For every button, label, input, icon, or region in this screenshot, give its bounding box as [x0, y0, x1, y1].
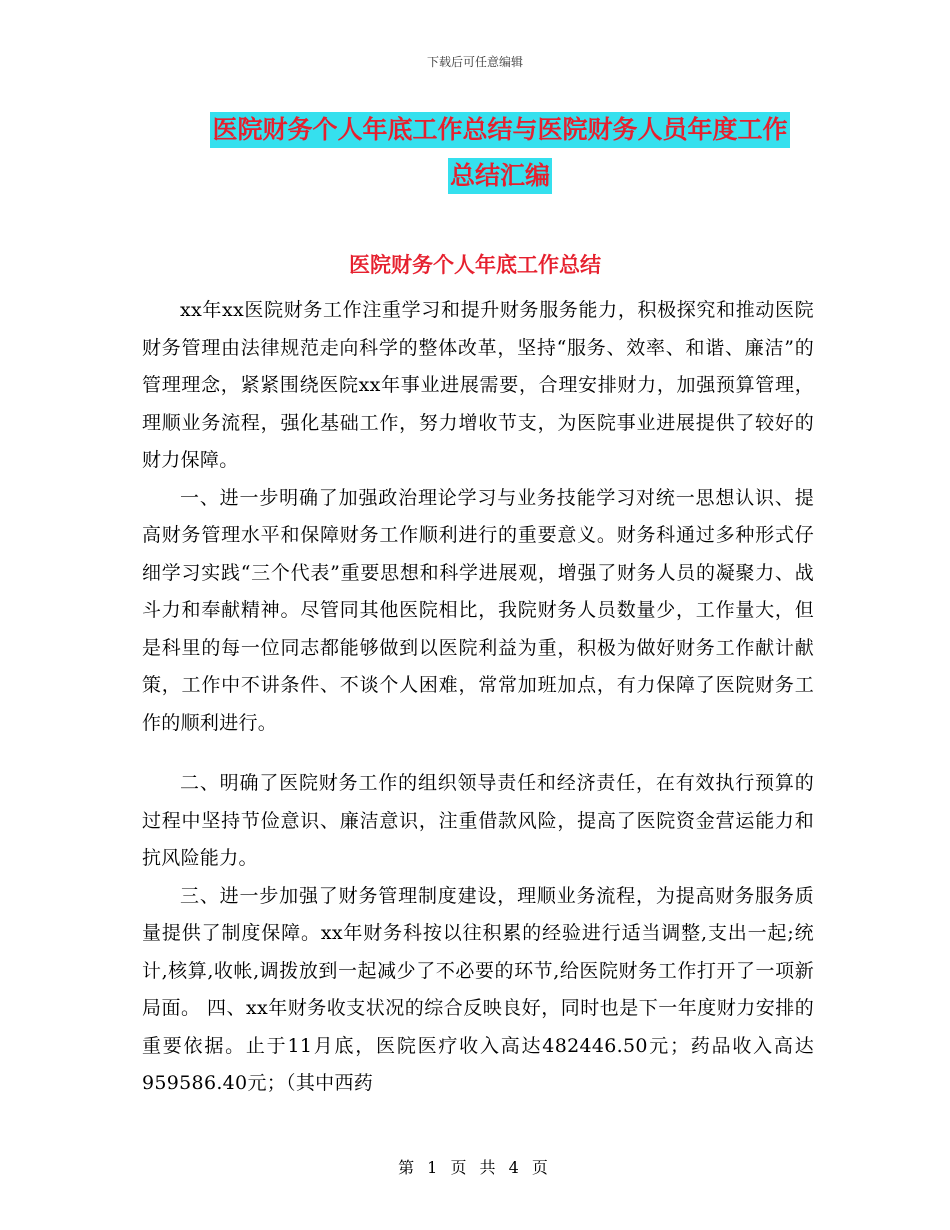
paragraph-intro: xx年xx医院财务工作注重学习和提升财务服务能力，积极探究和推动医院财务管理由法律规范走向科学的整体改革，坚持“服务、效率、和谐、廉洁”的管理理念，紧紧围绕医院xx年事业进展需要，合理安排财力，加强预算管理，理顺业务流程，强化基础工作，努力增收节支，为医院事业进展提供了较好的财力保障。	[142, 299, 814, 471]
title-line-1: 医院财务个人年底工作总结与医院财务人员年度工作	[210, 112, 789, 148]
title-line-2: 总结汇编	[448, 158, 552, 194]
paragraph-1: 一、进一步明确了加强政治理论学习与业务技能学习对统一思想认识、提高财务管理水平和保障财务工作顺利进行的重要意义。财务科通过多种形式仔细学习实践“三个代表”重要思想和科学进展观，增强了财务人员的凝聚力、战斗力和奉献精神。尽管同其他医院相比，我院财务人员数量少，工作量大，但是科里的每一位同志都能够做到以医院利益为重，积极为做好财务工作献计献策，工作中不讲条件、不谈个人困难，常常加班加点，有力保障了医院财务工作的顺利进行。	[142, 486, 814, 734]
paragraph-3: 三、进一步加强了财务管理制度建设，理顺业务流程，为提高财务服务质量提供了制度保障。xx年财务科按以往积累的经验进行适当调整,支出一起;统计,核算,收帐,调拨放到一起减少了不必要的环节,给医院财务工作打开了一项新局面。 四、xx年财务收支状况的综合反映良好，同时也是下一年度财力安排的重要依据。止于11月底，医院医疗收入高达482446.50元；药品收入高达959586.40元；（其中西药	[142, 884, 814, 1094]
page-footer: 第 1 页 共 4 页	[398, 1158, 552, 1177]
paragraph-2: 二、明确了医院财务工作的组织领导责任和经济责任，在有效执行预算的过程中坚持节俭意识、廉洁意识，注重借款风险，提高了医院资金营运能力和抗风险能力。	[142, 772, 814, 869]
document-body	[142, 292, 814, 1103]
document-title	[120, 112, 880, 194]
page-header-note: 下载后可任意编辑	[426, 55, 523, 69]
section-heading: 医院财务个人年底工作总结	[349, 253, 601, 277]
